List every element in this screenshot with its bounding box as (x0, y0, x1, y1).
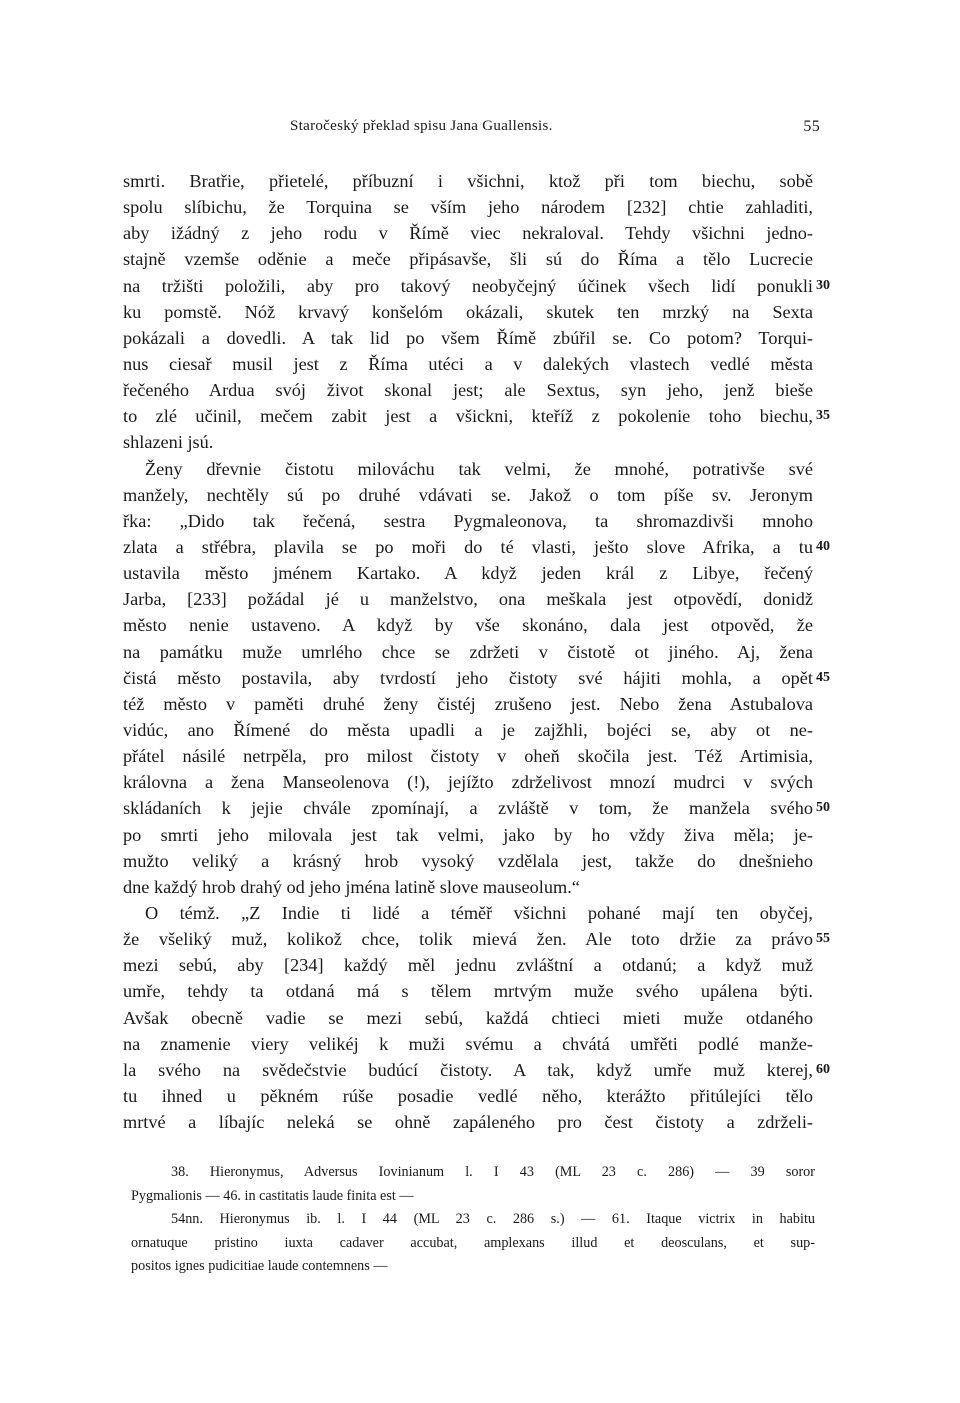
text-line-content: Jarba, [233] požádal jé u manželstvo, ona meškala jest otpovědí, donidž (123, 589, 813, 610)
text-line (123, 926, 830, 952)
text-line-content: nus ciesař musil jest z Říma utéci a v dalekých vlastech vedlé města (123, 353, 813, 374)
text-line (123, 168, 813, 194)
footnotes (131, 1161, 815, 1279)
text-line (123, 377, 813, 403)
text-line-content: spolu slíbichu, že Torquina se vším jeho národem [232] chtie zahladiti, (123, 197, 813, 218)
text-line (123, 194, 813, 220)
text-line (123, 586, 813, 612)
line-number: 35 (816, 408, 830, 424)
main-text (123, 168, 830, 1135)
text-line (123, 717, 813, 743)
text-line (123, 273, 830, 299)
footnote-line: Pygmalionis — 46. in castitatis laude finita est — (131, 1187, 414, 1204)
text-line (123, 743, 813, 769)
text-line (123, 978, 813, 1004)
text-line (123, 456, 813, 482)
text-line-content: čistá město postavila, aby tvrdostí jeho čistoty své hájiti mohla, a opět (123, 667, 813, 688)
text-line-content: smrti. Bratřie, přietelé, příbuzní i všichni, ktož při tom biechu, sobě (123, 171, 813, 191)
running-head (290, 118, 820, 140)
text-line (123, 246, 813, 272)
text-line (123, 795, 830, 821)
text-line-content: mužto veliký a krásný hrob vysoký vzdělala jest, takže do dnešnieho (123, 850, 813, 871)
text-line (123, 351, 813, 377)
text-line (123, 325, 813, 351)
text-line (123, 1083, 813, 1109)
text-line-content: pokázali a dovedli. A tak lid po všem Římě zbúřil se. Co potom? Torqui- (123, 327, 813, 348)
text-line (123, 1057, 830, 1083)
text-line (123, 1031, 813, 1057)
text-line-content: dne každý hrob drahý od jeho jména latině slove mauseolum.“ (123, 876, 580, 897)
text-line-content: přátel násilé netrpěla, pro milost čistoty v oheň skočila jest. Též Artimisia, (123, 746, 813, 767)
footnote-line: 38. Hieronymus, Adversus Iovinianum l. I 43 (ML 23 c. 286) — 39 soror (171, 1164, 815, 1180)
text-line-content: řečeného Ardua svój život skonal jest; ale Sextus, syn jeho, jenž bieše (123, 380, 813, 401)
text-line (123, 429, 813, 455)
text-line-content: mezi sebú, aby [234] každý měl jednu zvláštní a otdanú; a když muž (123, 955, 813, 976)
text-line (123, 848, 813, 874)
text-line-content: mrtvé a líbajíc neleká se ohně zapáleného pro čest čistoty a zdrželi- (123, 1112, 813, 1133)
text-line-content: Ženy dřevnie čistotu milováchu tak velmi, že mnohé, potrativše své (145, 458, 813, 479)
text-line (123, 1109, 813, 1135)
text-line-content: umře, tehdy ta otdaná má s tělem mrtvým muže svého upálena býti. (123, 981, 813, 1002)
text-line-content: že všeliký muž, kolikož chce, tolik mievá žen. Ale toto držie za právo (123, 929, 813, 950)
footnote-line: ornatuque pristino iuxta cadaver accubat, amplexans illud et deosculans, et sup- (131, 1234, 815, 1251)
text-line-content: na znamenie viery velikéj k muži svému a chvátá umřěti podlé manže- (123, 1033, 813, 1054)
text-line-content: to zlé učinil, mečem zabit jest a všickni, kteříž z pokolenie toho biechu, (123, 406, 813, 427)
line-number: 50 (816, 800, 830, 816)
text-line (123, 220, 813, 246)
text-line-content: ku pomstě. Nóž krvavý konšelóm okázali, skutek ten mrzký na Sexta (123, 301, 813, 322)
line-number: 60 (816, 1061, 830, 1077)
line-number: 55 (816, 931, 830, 947)
text-line-content: ustavila město jménem Kartako. A když jeden král z Libye, řečený (123, 563, 813, 584)
text-line (123, 874, 813, 900)
text-line-content: na tržišti položili, aby pro takový neobyčejný účinek všech lidí ponukli (123, 275, 813, 296)
text-line (123, 612, 813, 638)
text-line-content: skládaních k jejie chvále zpomínají, a zvláště v tom, že manžela svého (123, 798, 813, 819)
text-line-content: královna a žena Manseolenova (!), jejížto zdrželivost mnozí mudrci v svých (123, 772, 813, 793)
text-line-content: též město v paměti druhé ženy čistéj zrušeno jest. Nebo žena Astubalova (123, 693, 813, 714)
text-line-content: zlata a střébra, plavila se po moři do té vlasti, ješto slove Afrika, a tu (123, 536, 813, 557)
line-number: 30 (816, 277, 830, 293)
text-line (123, 299, 813, 325)
text-line (123, 508, 813, 534)
text-line-content: tu ihned u pěkném rúše posadie vedlé něho, kterážto přitúlejíci tělo (123, 1085, 813, 1106)
footnote-line: 54nn. Hieronymus ib. l. I 44 (ML 23 c. 286 s.) — 61. Itaque victrix in habitu (171, 1211, 815, 1227)
text-line-content: shlazeni jsú. (123, 432, 214, 453)
text-line-content: řka: „Dido tak řečená, sestra Pygmaleonova, ta shromazdivši mnoho (123, 510, 813, 531)
line-number: 45 (816, 669, 830, 685)
text-line (123, 1005, 813, 1031)
text-line-content: na památku muže umrlého chce se zdržeti v čistotě ot jiného. Aj, žena (123, 641, 813, 662)
footnote-line: positos ignes pudicitiae laude contemnens — (131, 1258, 388, 1274)
text-line (123, 482, 813, 508)
text-line-content: stajně vzemše oděnie a meče připásavše, šli sú do Říma a tělo Lucrecie (123, 249, 813, 270)
text-line-content: Avšak obecně vadie se mezi sebú, každá chtieci mieti muže otdaného (123, 1007, 813, 1028)
text-line (123, 769, 813, 795)
text-line (123, 403, 830, 429)
text-line (123, 560, 813, 586)
text-line (123, 822, 813, 848)
text-line-content: la svého na svědečstvie budúcí čistoty. A tak, když umře muž kterej, (123, 1059, 813, 1080)
text-line-content: vidúc, ano Římené do města upadli a je zajžhli, bojéci se, aby ot ne- (123, 719, 813, 740)
line-number: 40 (816, 538, 830, 554)
text-line-content: aby ižádný z jeho rodu v Římě viec nekraloval. Tehdy všichni jedno- (123, 223, 813, 244)
text-line-content: O témž. „Z Indie ti lidé a téměř všichni pohané mají ten obyčej, (145, 902, 813, 923)
page-number: 55 (803, 118, 820, 135)
text-line (123, 952, 813, 978)
text-line (123, 639, 813, 665)
text-line-content: po smrti jeho milovala jest tak velmi, jako by ho vždy živa měla; je- (123, 824, 813, 845)
running-title: Staročeský překlad spisu Jana Guallensis. (290, 118, 553, 134)
text-line (123, 534, 830, 560)
text-line-content: město nenie ustaveno. A když by vše skonáno, dala jest otpověd, že (123, 615, 813, 636)
text-line (123, 900, 813, 926)
text-line-content: manžely, nechtěly sú po druhé vdávati se. Jakož o tom píše sv. Jeronym (123, 484, 813, 505)
text-line (123, 665, 830, 691)
text-line (123, 691, 813, 717)
